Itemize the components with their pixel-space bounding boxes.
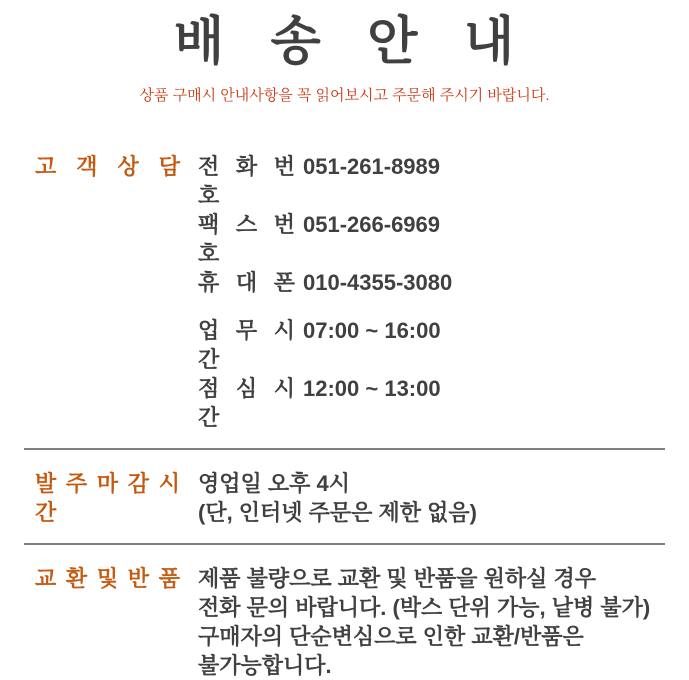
section-label-order-deadline: 발 주 마 감 시 간 [35,471,180,525]
mobile-number: 010-4355-3080 [303,270,453,295]
lunch-hours-label: 점 심 시 간 [198,376,295,430]
phone-row [198,152,452,210]
exchange-return-line: 전화 문의 바랍니다. (박스 단위 가능, 낱병 불가) [198,595,651,620]
lunch-hours-value: 12:00 ~ 13:00 [303,376,441,401]
exchange-return-content [198,564,650,680]
section-divider [24,448,665,450]
lunch-hours-row [198,374,452,432]
fax-number: 051-266-6969 [303,212,441,237]
exchange-return-line: 불가능합니다. [198,653,332,678]
page-title: 배 송 안 내 [173,13,516,71]
phone-number: 051-261-8989 [303,154,441,179]
page-subtitle: 상품 구매시 안내사항을 꼭 읽어보시고 주문해 주시기 바랍니다. [139,87,550,104]
order-deadline-content [198,469,477,527]
business-hours-row [198,316,452,374]
fax-field-label: 팩 스 번 호 [198,212,295,266]
customer-service-content [198,152,452,432]
hours-group [198,316,452,432]
section-divider [24,543,665,545]
section-label-exchange-return: 교 환 및 반 품 [35,566,180,591]
order-deadline-line: 영업일 오후 4시 [198,471,350,496]
order-deadline-note: (단, 인터넷 주문은 제한 없음) [198,500,477,525]
section-customer-service [24,152,665,432]
section-order-deadline [24,469,665,527]
fax-row [198,210,452,268]
section-label-customer-service: 고 객 상 담 [35,154,180,179]
section-exchange-return [24,564,665,680]
exchange-return-line: 구매자의 단순변심으로 인한 교환/반품은 [198,624,584,649]
business-hours-label: 업 무 시 간 [198,318,295,372]
business-hours-value: 07:00 ~ 16:00 [303,318,441,343]
mobile-field-label: 휴 대 폰 [198,270,295,295]
exchange-return-line: 제품 불량으로 교환 및 반품을 원하실 경우 [198,566,596,591]
mobile-row [198,268,452,297]
phone-field-label: 전 화 번 호 [198,154,295,208]
